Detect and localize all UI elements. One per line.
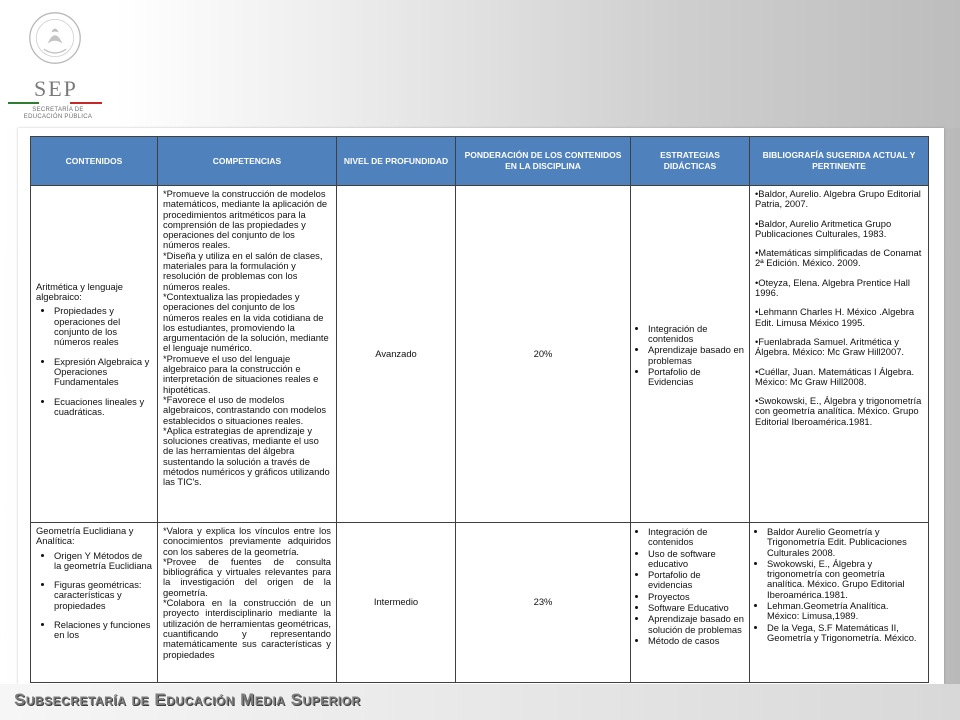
nivel-cell: Intermedio xyxy=(337,523,456,683)
strategies-list xyxy=(636,527,744,646)
header-band xyxy=(0,0,960,128)
header-estrategias: ESTRATEGIAS DIDÁCTICAS xyxy=(631,137,750,186)
competency-text: *Aplica estrategias de aprendizaje y soluciones creativas, mediante el uso de las herramientas del álgebra sustentando la solución a través de métodos numéricos y gráficos utilizando las TIC's. xyxy=(163,424,330,488)
bibliography-entry: •Baldor, Aurelio Aritmetica Grupo Publicaciones Culturales, 1983. xyxy=(755,217,892,239)
sep-logo xyxy=(8,6,108,124)
estrategias-cell xyxy=(631,186,750,523)
list-item: • Relaciones y funciones en los xyxy=(54,620,152,641)
nivel-cell: Avanzado xyxy=(337,186,456,523)
bibliography-entry: •Baldor, Aurelio. Algebra Grupo Editorial Patria, 2007. xyxy=(755,188,921,210)
header-contenidos: CONTENIDOS xyxy=(31,137,158,186)
curriculum-table xyxy=(30,136,929,683)
bibliografia-cell xyxy=(750,186,929,523)
list-item: • Origen Y Métodos de la geometría Euclidiana xyxy=(54,551,152,572)
content-slide xyxy=(18,128,944,684)
list-item: • Proyectos xyxy=(648,592,744,602)
competency-text: *Promueve el uso del lenguaje algebraico para la construcción e interpretación de situaciones reales e hipotéticas. xyxy=(163,352,319,395)
content-list xyxy=(36,306,152,417)
mexico-seal-icon xyxy=(26,10,84,66)
list-item: • Portafolio de evidencias xyxy=(648,570,744,591)
bibliography-entry: •Cuéllar, Juan. Matemáticas I Álgebra. México: Mc Graw Hill2008. xyxy=(755,365,915,387)
list-item: • Ecuaciones lineales y cuadráticas. xyxy=(54,397,152,418)
list-item: • Expresión Algebraica y Operaciones Fundamentales xyxy=(54,357,152,388)
bibliography-list xyxy=(755,527,923,643)
ponderacion-cell: 23% xyxy=(456,523,631,683)
table-row xyxy=(31,186,929,523)
header-ponderacion: PONDERACIÓN DE LOS CONTENIDOS EN LA DISCIPLINA xyxy=(456,137,631,186)
content-title: Aritmética y lenguaje algebraico: xyxy=(36,280,124,303)
competency-text: *Diseña y utiliza en el salón de clases, materiales para la formulación y resolución de problemas con los números reales. xyxy=(163,249,323,292)
competencias-cell xyxy=(158,523,337,683)
bibliography-entry: •Oteyza, Elena. Algebra Prentice Hall 1996. xyxy=(755,276,910,299)
list-item: • Integración de contenidos xyxy=(648,324,744,345)
competency-text: *Favorece el uso de modelos algebraicos, contrastando con modelos establecidos o situaciones reales. xyxy=(163,393,327,426)
table-row xyxy=(31,523,929,683)
contenidos-cell xyxy=(31,523,158,683)
bibliography-entry: • Lehman.Geometría Analítica. México: Limusa,1989. xyxy=(767,601,923,622)
bibliography-entry: • Swokowski, E., Álgebra y trigonometría con geometría analítica. México. Grupo Editorial Iberoamérica.1981. xyxy=(767,559,923,600)
bibliography-entry: • Baldor Aurelio Geometría y Trigonometría Edit. Publicaciones Culturales 2008. xyxy=(767,527,923,558)
header-competencias: COMPETENCIAS xyxy=(158,137,337,186)
bibliography-entry: •Lehmann Charles H. México .Algebra Edit. Limusa México 1995. xyxy=(755,306,915,328)
bibliography-entry: • De la Vega, S.F Matemáticas II, Geometría y Trigonometría. México. xyxy=(767,623,923,644)
strategies-list xyxy=(636,324,744,388)
sep-subtitle: SECRETARÍA DE EDUCACIÓN PÚBLICA xyxy=(23,107,93,120)
list-item: • Aprendizaje basado en solución de problemas xyxy=(648,614,744,635)
list-item: • Propiedades y operaciones del conjunto de los números reales xyxy=(54,306,152,347)
competency-text: *Promueve la construcción de modelos matemáticos, mediante la aplicación de procedimientos aritméticos para la comprensión de las propiedades y operaciones del conjunto de los números reales. xyxy=(163,188,328,251)
competency-text: *Valora y explica los vínculos entre los conocimientos previamente adquiridos con los saberes de la geometría. xyxy=(163,525,331,557)
competency-text: *Contextualiza las propiedades y operaciones del conjunto de los números reales en la vida cotidiana de los estudiantes, promoviendo la argumentación de la solución, mediante el lenguaje numérico. xyxy=(163,290,329,354)
contenidos-cell xyxy=(31,186,158,523)
list-item: • Uso de software educativo xyxy=(648,549,744,570)
bibliografia-cell xyxy=(750,523,929,683)
header-bibliografia: BIBLIOGRAFÍA SUGERIDA ACTUAL Y PERTINENTE xyxy=(750,137,929,186)
flag-divider xyxy=(8,102,102,104)
competencias-cell xyxy=(158,186,337,523)
bibliography-entry: •Fuenlabrada Samuel. Aritmética y Álgebra. México: Mc Graw Hill2007. xyxy=(755,335,905,358)
ponderacion-cell: 20% xyxy=(456,186,631,523)
list-item: • Aprendizaje basado en problemas xyxy=(648,345,744,366)
competency-text: *Provee de fuentes de consulta bibliográfica y virtuales relevantes para la investigación del origen de la geometría. xyxy=(163,555,331,598)
content-list xyxy=(36,551,152,641)
competency-text: *Colabora en la construcción de un proyecto interdisciplinario mediante la utilización de herramientas geométricas, cuantificando y representando matemáticamente sus características y propiedades xyxy=(163,597,331,660)
bibliography-entry: •Swokowski, E., Álgebra y trigonometría con geometría analítica. México. Grupo Editorial Iberoamérica.1981. xyxy=(755,395,922,427)
estrategias-cell xyxy=(631,523,750,683)
footer-title: Subsecretaría de Educación Media Superior xyxy=(14,690,361,709)
bibliography-entry: •Matemáticas simplificadas de Conamat 2ª Edición. México. 2009. xyxy=(755,247,922,269)
list-item: • Figuras geométricas: características y propiedades xyxy=(54,580,152,611)
sep-acronym: SEP xyxy=(34,76,78,101)
list-item: • Método de casos xyxy=(648,636,744,646)
table-header-row xyxy=(31,137,929,186)
list-item: • Portafolio de Evidencias xyxy=(648,367,744,388)
list-item: • Integración de contenidos xyxy=(648,527,744,548)
list-item: • Software Educativo xyxy=(648,603,744,613)
content-title: Geometría Euclidiana y Analítica: xyxy=(36,525,134,547)
header-nivel: NIVEL DE PROFUNDIDAD xyxy=(337,137,456,186)
